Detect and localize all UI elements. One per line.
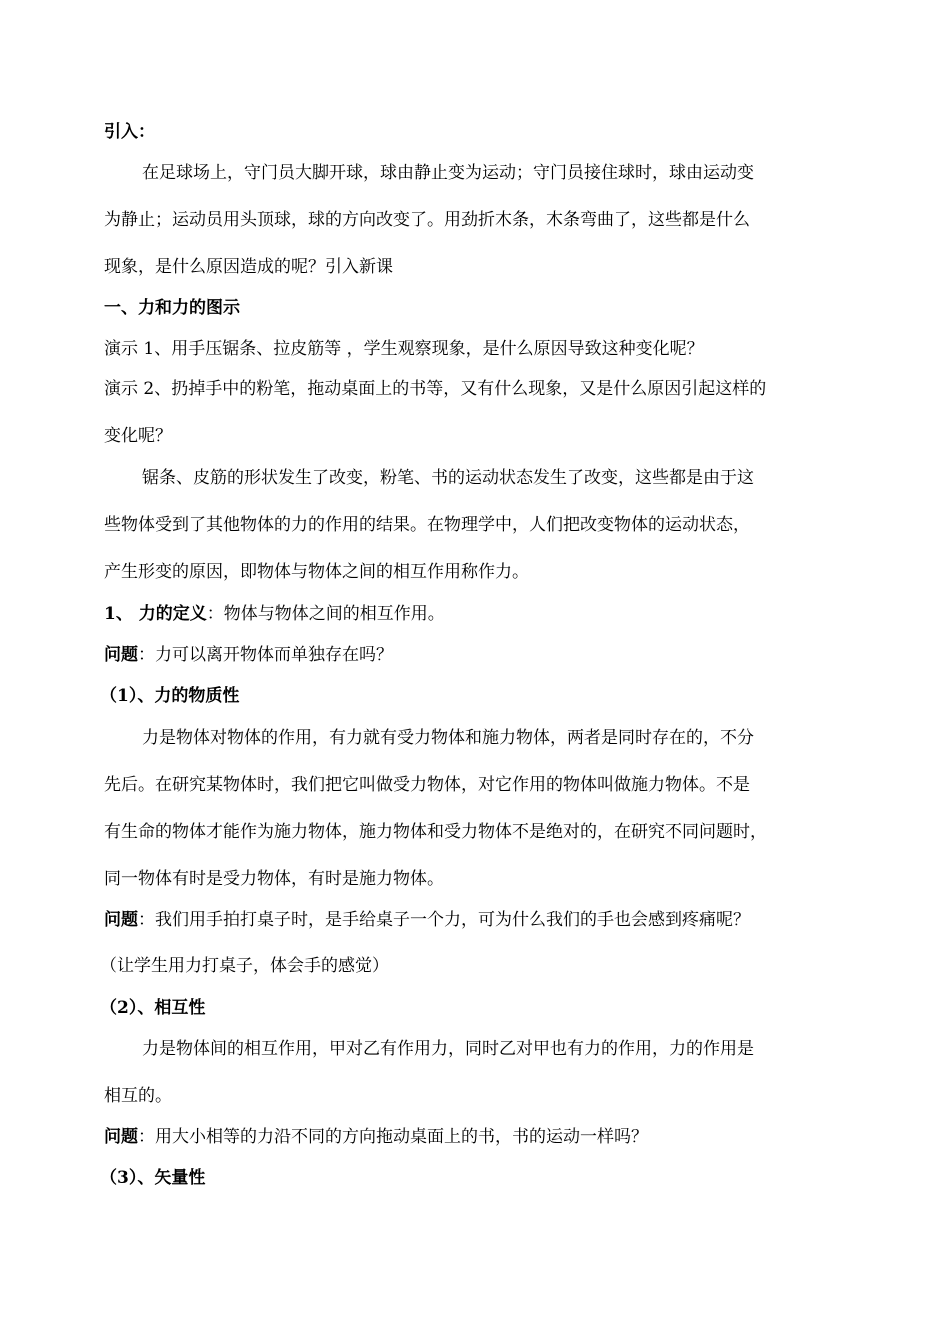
note: （让学生用力打桌子，体会手的感觉）: [100, 956, 389, 976]
material-paragraph-line-3: 有生命的物体才能作为施力物体，施力物体和受力物体不是绝对的，在研究不同问题时，: [104, 822, 767, 842]
mutual-paragraph-line-2: 相互的。: [104, 1086, 172, 1106]
definition-label: 1、 力的定义: [104, 604, 207, 624]
demo-1: 演示 1、用手压锯条、拉皮筋等 ，学生观察现象，是什么原因导致这种变化呢？: [104, 339, 704, 359]
explain-paragraph-line-2: 些物体受到了其他物体的力的作用的结果。在物理学中，人们把改变物体的运动状态，: [104, 515, 750, 535]
material-paragraph-line-2: 先后。在研究某物体时，我们把它叫做受力物体，对它作用的物体叫做施力物体。不是: [104, 775, 750, 795]
question-1-label: 问题: [104, 645, 138, 665]
intro-paragraph-line-1: 在足球场上，守门员大脚开球，球由静止变为运动；守门员接住球时，球由运动变: [142, 163, 754, 183]
mutual-paragraph-line-1: 力是物体间的相互作用，甲对乙有作用力，同时乙对甲也有力的作用，力的作用是: [142, 1039, 754, 1059]
question-1-text: ：力可以离开物体而单独存在吗？: [138, 645, 393, 665]
question-2-label: 问题: [104, 910, 138, 930]
question-1: [104, 645, 393, 665]
material-paragraph-line-1: 力是物体对物体的作用，有力就有受力物体和施力物体，两者是同时存在的，不分: [142, 728, 754, 748]
demo-2-line-2: 变化呢？: [104, 426, 172, 446]
definition-text: ：物体与物体之间的相互作用。: [206, 604, 445, 624]
subheading-1: （1）、力的物质性: [100, 686, 240, 706]
demo-2-line-1: 演示 2、扔掉手中的粉笔，拖动桌面上的书等，又有什么现象，又是什么原因引起这样的: [104, 379, 767, 399]
intro-heading: 引入：: [104, 122, 155, 142]
question-2: [104, 910, 750, 930]
definition: [104, 604, 445, 624]
section-heading: 一、力和力的图示: [104, 298, 240, 318]
question-3: [104, 1127, 648, 1147]
material-paragraph-line-4: 同一物体有时是受力物体，有时是施力物体。: [104, 869, 444, 889]
question-3-text: ：用大小相等的力沿不同的方向拖动桌面上的书，书的运动一样吗？: [138, 1127, 648, 1147]
question-2-text: ：我们用手拍打桌子时，是手给桌子一个力，可为什么我们的手也会感到疼痛呢？: [138, 910, 750, 930]
question-3-label: 问题: [104, 1127, 138, 1147]
subheading-2: （2）、相互性: [100, 998, 206, 1018]
intro-paragraph-line-2: 为静止；运动员用头顶球，球的方向改变了。用劲折木条，木条弯曲了，这些都是什么: [104, 210, 750, 230]
subheading-3: （3）、矢量性: [100, 1168, 206, 1188]
explain-paragraph-line-1: 锯条、皮筋的形状发生了改变，粉笔、书的运动状态发生了改变，这些都是由于这: [142, 468, 754, 488]
intro-paragraph-line-3: 现象，是什么原因造成的呢？引入新课: [104, 257, 393, 277]
explain-paragraph-line-3: 产生形变的原因，即物体与物体之间的相互作用称作力。: [104, 562, 529, 582]
